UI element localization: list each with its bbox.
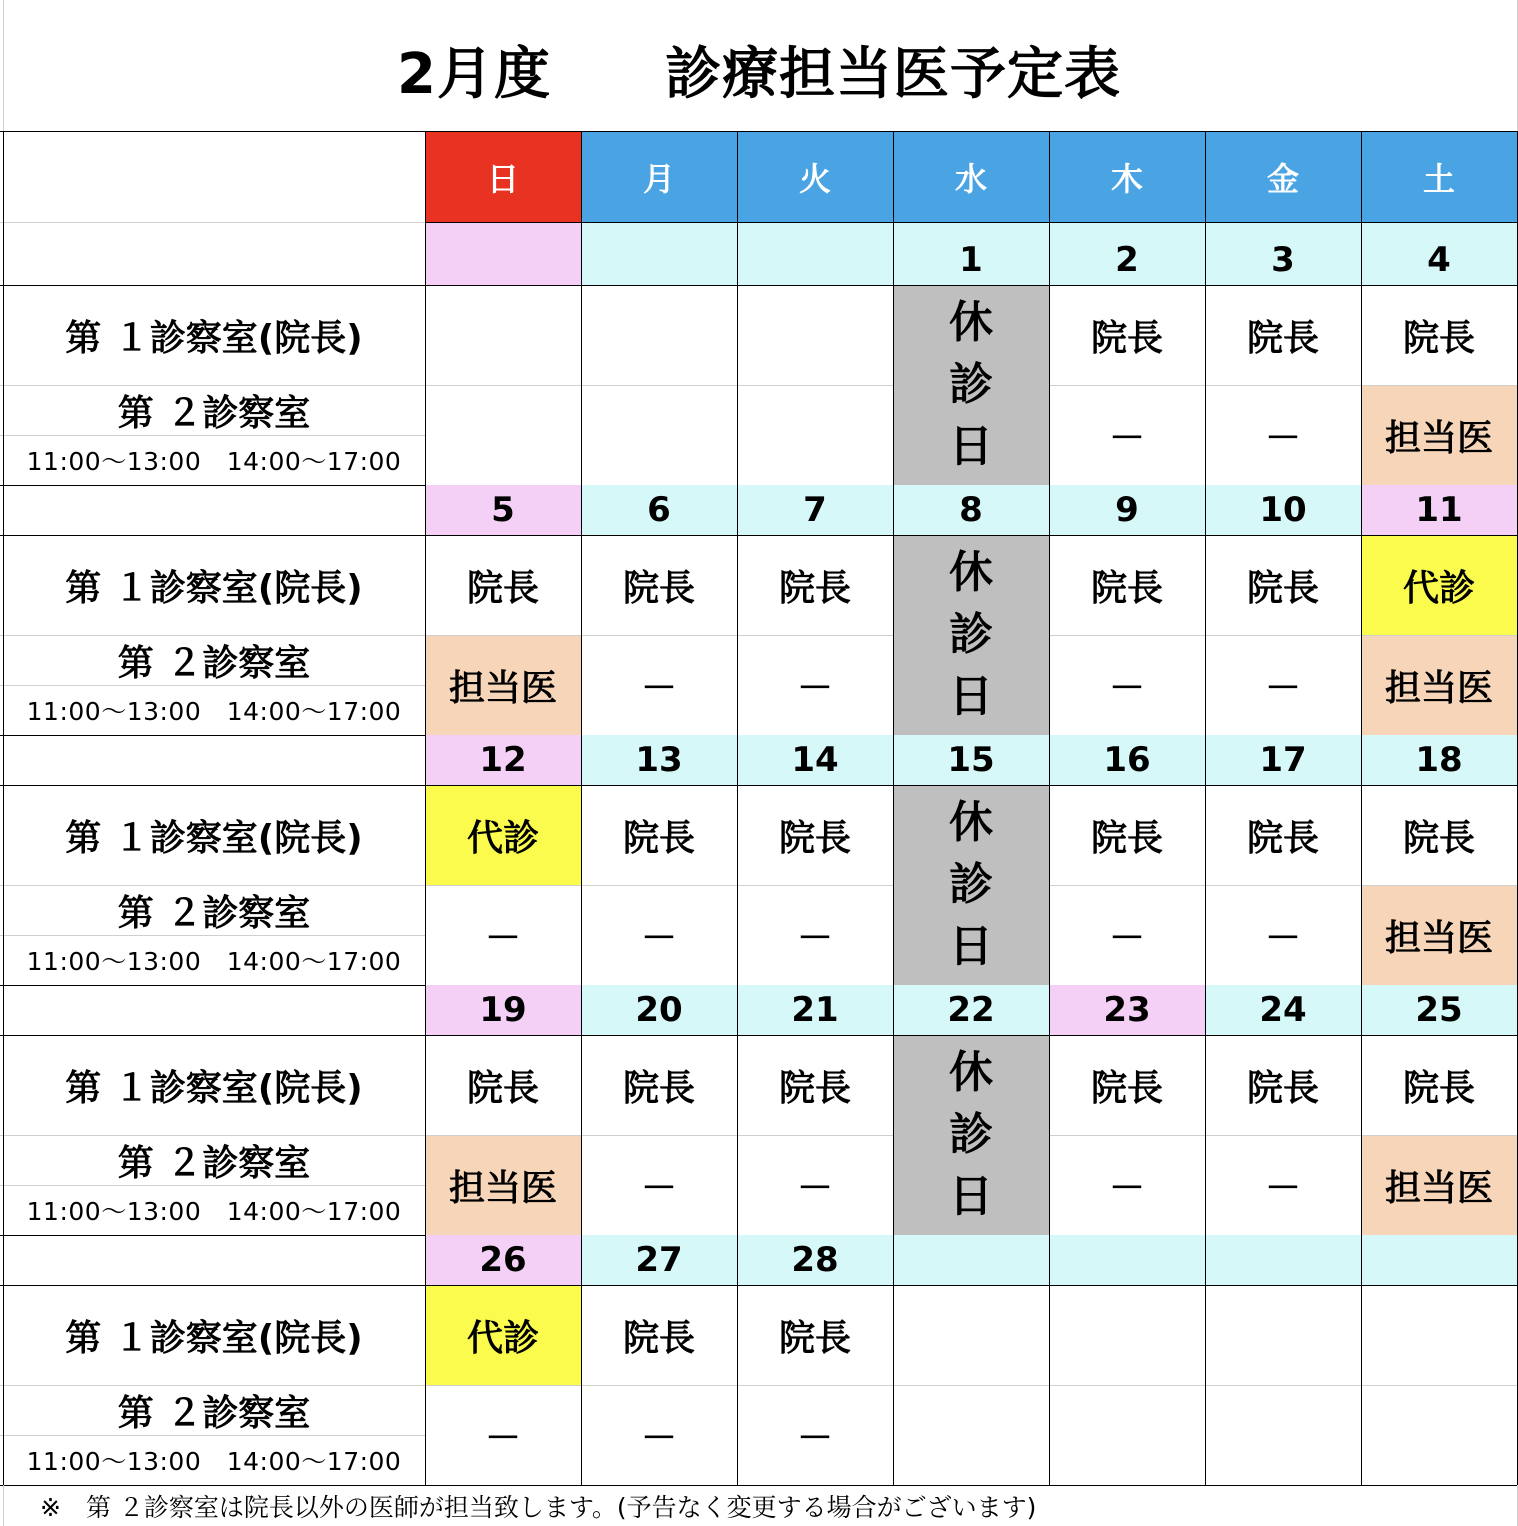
room1-doctor [425,285,581,385]
room1-doctor: 院長 [1090,317,1163,359]
date-number: 14 [791,740,839,780]
date-number [1049,1235,1205,1285]
date-number: 27 [635,1240,683,1280]
room1-doctor: 院長 [622,1317,695,1359]
room2-doctor: － [796,667,833,709]
room2-doctor: － [484,1417,521,1459]
date-number: 4 [1427,239,1451,280]
room1-doctor: 院長 [622,1067,695,1109]
grid-line [581,1135,737,1136]
room2-doctor: － [640,1167,677,1209]
grid-line [0,1135,425,1136]
room2-hours: 11:00～13:00 14:00～17:00 [26,1447,402,1476]
grid-line [425,385,581,386]
room2-doctor: － [1264,417,1301,459]
room2-doctor: － [640,1417,677,1459]
date-number: 21 [791,990,839,1030]
room1-doctor: 院長 [622,817,695,859]
room2-label: 第 ２診察室 [117,892,311,934]
room2-doctor: 担当医 [1384,417,1493,459]
room2-doctor: － [1108,1167,1145,1209]
room1-doctor: 院長 [1246,317,1319,359]
room2-doctor: 担当医 [1384,667,1493,709]
room1-doctor: 院長 [1246,567,1319,609]
room2-doctor [425,385,581,485]
date-number: 8 [959,490,983,530]
grid-line [425,635,581,636]
room1-doctor: 代診 [466,817,539,859]
page-title: 2月度 診療担当医予定表 [397,42,1121,107]
room1-doctor: 院長 [778,817,851,859]
grid-line [1205,885,1361,886]
grid-line [1049,385,1205,386]
room1-doctor: 院長 [778,1067,851,1109]
grid-line [581,885,737,886]
grid-line [1049,635,1205,636]
grid-line [0,1435,425,1436]
room2-doctor: － [796,917,833,959]
grid-line [1049,1135,1205,1136]
room1-doctor: 院長 [1090,567,1163,609]
date-number: 20 [635,990,683,1030]
grid-line [0,1285,1517,1286]
grid-line [0,435,425,436]
grid-line [425,1385,581,1386]
grid-line [1361,1385,1517,1386]
grid-line [3,131,4,1485]
room1-doctor [581,285,737,385]
date-number [581,234,737,285]
room2-doctor: － [640,917,677,959]
room2-label: 第 ２診察室 [117,392,311,434]
room2-doctor [1361,1385,1517,1485]
room1-doctor [893,1285,1049,1385]
date-number: 1 [959,239,983,280]
closed-day-label: 休診日 [949,297,993,472]
date-number: 6 [647,490,671,530]
grid-line [737,131,738,1485]
room2-doctor: － [796,1417,833,1459]
room1-doctor [737,285,893,385]
room1-label: 第 １診察室(院長) [65,567,363,609]
room1-label: 第 １診察室(院長) [65,817,363,859]
grid-line [1205,1385,1361,1386]
date-number: 18 [1415,740,1463,780]
room1-doctor: 院長 [1402,317,1475,359]
day-of-week-label: 土 [1422,159,1455,198]
room2-label: 第 ２診察室 [117,642,311,684]
grid-line [425,1135,581,1136]
room2-doctor: － [1108,917,1145,959]
room1-doctor: 院長 [466,1067,539,1109]
grid-line [0,385,425,386]
room1-doctor [1361,1285,1517,1385]
room1-doctor: 院長 [466,567,539,609]
day-of-week-label: 水 [954,159,987,198]
grid-line [737,385,893,386]
grid-line [1205,385,1361,386]
grid-line [0,1385,425,1386]
date-number: 7 [803,490,827,530]
grid-line [581,1385,737,1386]
room2-doctor: － [1264,917,1301,959]
date-number: 3 [1271,239,1295,280]
date-number: 24 [1259,990,1307,1030]
date-number: 23 [1103,990,1151,1030]
room2-doctor [1205,1385,1361,1485]
closed-day-label: 休診日 [949,797,993,972]
date-number [425,234,581,285]
closed-day-label: 休診日 [949,547,993,722]
date-number [893,1235,1049,1285]
date-number: 10 [1259,490,1307,530]
grid-line [1205,635,1361,636]
date-number: 28 [791,1240,839,1280]
grid-line [1361,385,1517,386]
date-number: 22 [947,990,995,1030]
grid-line [0,635,425,636]
grid-line [581,385,737,386]
grid-line [0,1035,1517,1036]
grid-line [0,685,425,686]
room1-doctor: 院長 [1246,817,1319,859]
grid-line [1049,1385,1205,1386]
room1-doctor: 代診 [466,1317,539,1359]
date-number [737,234,893,285]
date-number: 2 [1115,239,1139,280]
room1-label: 第 １診察室(院長) [65,1317,363,1359]
grid-line [581,635,737,636]
date-number [1361,1235,1517,1285]
grid-line [737,885,893,886]
room1-doctor: 院長 [622,567,695,609]
day-of-week-label: 木 [1110,159,1143,198]
grid-line [0,1485,1517,1486]
room2-doctor: － [1264,1167,1301,1209]
grid-line [425,885,581,886]
room2-doctor [737,385,893,485]
room2-doctor: － [1264,667,1301,709]
room2-doctor: － [484,917,521,959]
date-number [1205,1235,1361,1285]
grid-line [737,1385,893,1386]
date-number: 5 [491,490,515,530]
room2-label: 第 ２診察室 [117,1392,311,1434]
grid-line [0,535,1517,536]
room2-doctor: 担当医 [1384,917,1493,959]
date-number: 19 [479,990,527,1030]
grid-line [1205,131,1206,1485]
room1-doctor: 院長 [778,567,851,609]
grid-line [0,935,425,936]
room2-hours: 11:00～13:00 14:00～17:00 [26,947,402,976]
day-of-week-label: 火 [798,159,831,198]
grid-line [1361,635,1517,636]
grid-line [425,222,1517,223]
grid-line [0,285,1517,286]
room1-doctor [1049,1285,1205,1385]
room1-doctor: 院長 [778,1317,851,1359]
grid-line [1361,131,1362,1485]
grid-line [581,131,582,1485]
closed-day-label: 休診日 [949,1047,993,1222]
room2-doctor: 担当医 [448,1167,557,1209]
day-of-week-label: 金 [1266,159,1299,198]
room2-doctor: － [1108,417,1145,459]
room2-doctor: － [796,1167,833,1209]
room2-label: 第 ２診察室 [117,1142,311,1184]
date-number: 25 [1415,990,1463,1030]
footnote: ※ 第 ２診察室は院長以外の医師が担当致します。(予告なく変更する場合がございます) [40,1493,1037,1522]
room2-doctor: － [640,667,677,709]
grid-line [425,131,426,1485]
date-number: 12 [479,740,527,780]
grid-line [1049,131,1050,1485]
room1-label: 第 １診察室(院長) [65,1067,363,1109]
grid-line [1361,1135,1517,1136]
room1-doctor: 代診 [1402,567,1475,609]
room1-doctor [1205,1285,1361,1385]
grid-line [1205,1135,1361,1136]
grid-line [3,1485,4,1526]
date-number: 16 [1103,740,1151,780]
day-of-week-label: 月 [642,159,675,198]
day-of-week-label: 日 [486,159,519,198]
date-number: 15 [947,740,995,780]
grid-line [0,785,1517,786]
grid-line [0,1185,425,1186]
grid-line [1049,885,1205,886]
grid-line [0,222,425,223]
room2-doctor [1049,1385,1205,1485]
grid-line [3,0,4,131]
room2-hours: 11:00～13:00 14:00～17:00 [26,447,402,476]
room1-doctor: 院長 [1246,1067,1319,1109]
grid-line [737,635,893,636]
room1-doctor: 院長 [1402,817,1475,859]
grid-line [0,131,1517,132]
room2-doctor: 担当医 [1384,1167,1493,1209]
room2-doctor: 担当医 [448,667,557,709]
date-number: 11 [1415,490,1463,530]
room2-hours: 11:00～13:00 14:00～17:00 [26,697,402,726]
room1-label: 第 １診察室(院長) [65,317,363,359]
date-number: 17 [1259,740,1307,780]
room1-doctor: 院長 [1090,817,1163,859]
date-number: 26 [479,1240,527,1280]
room2-doctor [581,385,737,485]
room1-doctor: 院長 [1402,1067,1475,1109]
room2-doctor: － [1108,667,1145,709]
grid-line [0,885,425,886]
date-number: 13 [635,740,683,780]
grid-line [893,1385,1049,1386]
grid-line [737,1135,893,1136]
grid-line [1361,885,1517,886]
room2-doctor [893,1385,1049,1485]
room1-doctor: 院長 [1090,1067,1163,1109]
grid-line [893,131,894,1485]
room2-hours: 11:00～13:00 14:00～17:00 [26,1197,402,1226]
date-number: 9 [1115,490,1139,530]
